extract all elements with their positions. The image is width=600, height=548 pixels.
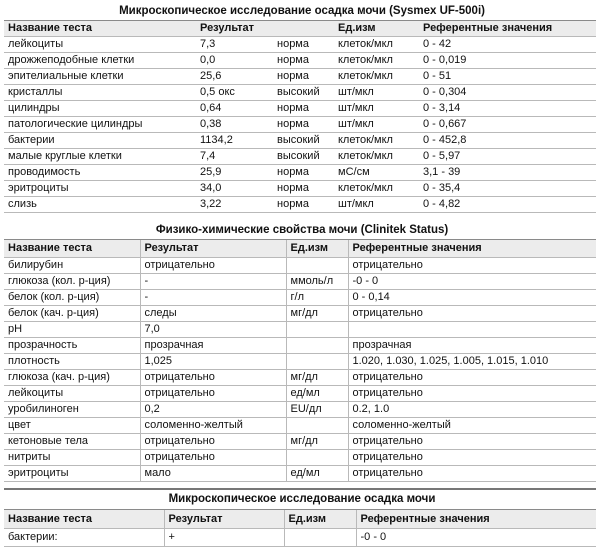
- cell-status: норма: [273, 165, 334, 181]
- cell-reference: 0.2, 1.0: [348, 402, 596, 418]
- header-unit: Ед.изм: [284, 510, 356, 529]
- table-row: [4, 306, 596, 322]
- cell-unit: мг/дл: [286, 434, 348, 450]
- cell-status: норма: [273, 197, 334, 213]
- cell-result: -: [140, 274, 286, 290]
- table-row: [4, 258, 596, 274]
- cell-status: норма: [273, 117, 334, 133]
- cell-status: высокий: [273, 133, 334, 149]
- cell-reference: 0 - 0,304: [419, 85, 596, 101]
- cell-test-name: кетоновые тела: [4, 434, 140, 450]
- cell-test-name: дрожжеподобные клетки: [4, 53, 196, 69]
- cell-test-name: кристаллы: [4, 85, 196, 101]
- cell-unit: [284, 529, 356, 547]
- section-title: Микроскопическое исследование осадка мочи (Sysmex UF-500i): [4, 2, 596, 21]
- table-row: [4, 37, 596, 53]
- cell-test-name: билирубин: [4, 258, 140, 274]
- table-row: [4, 133, 596, 149]
- cell-reference: прозрачная: [348, 338, 596, 354]
- cell-result: 7,0: [140, 322, 286, 338]
- table-row: [4, 529, 596, 547]
- cell-unit: мг/дл: [286, 306, 348, 322]
- cell-test-name: бактерии: [4, 133, 196, 149]
- table-row: [4, 434, 596, 450]
- cell-test-name: эритроциты: [4, 181, 196, 197]
- table-row: [4, 69, 596, 85]
- cell-unit: шт/мкл: [334, 117, 419, 133]
- cell-reference: 3,1 - 39: [419, 165, 596, 181]
- cell-status: норма: [273, 53, 334, 69]
- table-row: [4, 165, 596, 181]
- table-row: [4, 101, 596, 117]
- cell-reference: 0 - 452,8: [419, 133, 596, 149]
- cell-result: 3,22: [196, 197, 273, 213]
- cell-reference: 0 - 0,14: [348, 290, 596, 306]
- cell-test-name: прозрачность: [4, 338, 140, 354]
- cell-result: отрицательно: [140, 258, 286, 274]
- cell-status: норма: [273, 37, 334, 53]
- cell-status: высокий: [273, 85, 334, 101]
- cell-unit: шт/мкл: [334, 85, 419, 101]
- cell-test-name: бактерии:: [4, 529, 164, 547]
- cell-reference: соломенно-желтый: [348, 418, 596, 434]
- cell-unit: мС/см: [334, 165, 419, 181]
- cell-test-name: цвет: [4, 418, 140, 434]
- cell-unit: [286, 338, 348, 354]
- cell-unit: шт/мкл: [334, 101, 419, 117]
- microscopy-table: [4, 490, 596, 547]
- cell-result: соломенно-желтый: [140, 418, 286, 434]
- header-reference: Референтные значения: [419, 21, 596, 37]
- table-row: [4, 386, 596, 402]
- cell-test-name: патологические цилиндры: [4, 117, 196, 133]
- table-header: [4, 21, 596, 37]
- cell-result: отрицательно: [140, 386, 286, 402]
- cell-test-name: цилиндры: [4, 101, 196, 117]
- cell-reference: 0 - 0,019: [419, 53, 596, 69]
- cell-result: 7,3: [196, 37, 273, 53]
- section-title: Микроскопическое исследование осадка мочи: [4, 490, 596, 510]
- cell-result: отрицательно: [140, 450, 286, 466]
- cell-unit: клеток/мкл: [334, 37, 419, 53]
- sysmex-table: [4, 2, 596, 213]
- table-row: [4, 290, 596, 306]
- header-result: Результат: [164, 510, 284, 529]
- cell-result: следы: [140, 306, 286, 322]
- cell-test-name: эпителиальные клетки: [4, 69, 196, 85]
- cell-result: 0,5 окс: [196, 85, 273, 101]
- cell-unit: ед/мл: [286, 386, 348, 402]
- cell-test-name: лейкоциты: [4, 37, 196, 53]
- cell-reference: -0 - 0: [356, 529, 596, 547]
- cell-test-name: белок (кол. р-ция): [4, 290, 140, 306]
- cell-result: 25,9: [196, 165, 273, 181]
- section-title: Физико-химические свойства мочи (Clinitek Status): [4, 222, 596, 240]
- cell-reference: отрицательно: [348, 258, 596, 274]
- cell-reference: отрицательно: [348, 370, 596, 386]
- cell-test-name: pH: [4, 322, 140, 338]
- cell-result: +: [164, 529, 284, 547]
- cell-reference: 0 - 3,14: [419, 101, 596, 117]
- table-header: [4, 510, 596, 529]
- cell-result: 0,64: [196, 101, 273, 117]
- table-row: [4, 402, 596, 418]
- cell-unit: клеток/мкл: [334, 69, 419, 85]
- cell-reference: 0 - 5,97: [419, 149, 596, 165]
- cell-unit: [286, 258, 348, 274]
- cell-reference: 0 - 51: [419, 69, 596, 85]
- header-result: Результат: [140, 240, 286, 258]
- cell-unit: клеток/мкл: [334, 149, 419, 165]
- table-row: [4, 149, 596, 165]
- table-header: [4, 240, 596, 258]
- cell-result: 0,38: [196, 117, 273, 133]
- cell-test-name: плотность: [4, 354, 140, 370]
- cell-status: норма: [273, 101, 334, 117]
- cell-test-name: лейкоциты: [4, 386, 140, 402]
- table-row: [4, 370, 596, 386]
- header-reference: Референтные значения: [356, 510, 596, 529]
- cell-unit: ед/мл: [286, 466, 348, 482]
- header-status: [273, 21, 334, 37]
- table-row: [4, 466, 596, 482]
- cell-reference: -0 - 0: [348, 274, 596, 290]
- cell-test-name: глюкоза (кач. р-ция): [4, 370, 140, 386]
- table-row: [4, 197, 596, 213]
- header-reference: Референтные значения: [348, 240, 596, 258]
- header-test-name: Название теста: [4, 240, 140, 258]
- cell-unit: [286, 418, 348, 434]
- cell-test-name: нитриты: [4, 450, 140, 466]
- cell-unit: клеток/мкл: [334, 181, 419, 197]
- cell-unit: мг/дл: [286, 370, 348, 386]
- cell-reference: отрицательно: [348, 450, 596, 466]
- cell-reference: 0 - 4,82: [419, 197, 596, 213]
- cell-reference: отрицательно: [348, 306, 596, 322]
- cell-unit: [286, 322, 348, 338]
- cell-unit: ммоль/л: [286, 274, 348, 290]
- cell-reference: отрицательно: [348, 386, 596, 402]
- cell-unit: [286, 354, 348, 370]
- header-unit: Ед.изм: [286, 240, 348, 258]
- table-row: [4, 181, 596, 197]
- cell-test-name: уробилиноген: [4, 402, 140, 418]
- cell-test-name: эритроциты: [4, 466, 140, 482]
- cell-result: мало: [140, 466, 286, 482]
- header-test-name: Название теста: [4, 21, 196, 37]
- table-row: [4, 117, 596, 133]
- table-row: [4, 274, 596, 290]
- cell-result: 7,4: [196, 149, 273, 165]
- cell-reference: 0 - 35,4: [419, 181, 596, 197]
- table-row: [4, 53, 596, 69]
- header-result: Результат: [196, 21, 273, 37]
- cell-result: отрицательно: [140, 370, 286, 386]
- cell-unit: клеток/мкл: [334, 133, 419, 149]
- cell-test-name: белок (кач. р-ция): [4, 306, 140, 322]
- cell-status: норма: [273, 181, 334, 197]
- cell-result: 1134,2: [196, 133, 273, 149]
- cell-status: высокий: [273, 149, 334, 165]
- cell-result: отрицательно: [140, 434, 286, 450]
- header-unit: Ед.изм: [334, 21, 419, 37]
- cell-reference: отрицательно: [348, 434, 596, 450]
- cell-unit: клеток/мкл: [334, 53, 419, 69]
- cell-unit: EU/дл: [286, 402, 348, 418]
- header-test-name: Название теста: [4, 510, 164, 529]
- cell-result: 25,6: [196, 69, 273, 85]
- cell-test-name: проводимость: [4, 165, 196, 181]
- cell-test-name: глюкоза (кол. р-ция): [4, 274, 140, 290]
- cell-status: норма: [273, 69, 334, 85]
- table-row: [4, 354, 596, 370]
- cell-result: -: [140, 290, 286, 306]
- cell-result: 34,0: [196, 181, 273, 197]
- table-row: [4, 85, 596, 101]
- table-row: [4, 322, 596, 338]
- cell-test-name: малые круглые клетки: [4, 149, 196, 165]
- cell-unit: [286, 450, 348, 466]
- cell-reference: 1.020, 1.030, 1.025, 1.005, 1.015, 1.010: [348, 354, 596, 370]
- cell-result: прозрачная: [140, 338, 286, 354]
- cell-reference: [348, 322, 596, 338]
- cell-result: 0,2: [140, 402, 286, 418]
- cell-result: 0,0: [196, 53, 273, 69]
- cell-reference: 0 - 42: [419, 37, 596, 53]
- cell-test-name: слизь: [4, 197, 196, 213]
- table-row: [4, 450, 596, 466]
- cell-unit: шт/мкл: [334, 197, 419, 213]
- cell-unit: г/л: [286, 290, 348, 306]
- cell-reference: отрицательно: [348, 466, 596, 482]
- table-row: [4, 418, 596, 434]
- cell-result: 1,025: [140, 354, 286, 370]
- clinitek-table: [4, 222, 596, 482]
- cell-reference: 0 - 0,667: [419, 117, 596, 133]
- table-row: [4, 338, 596, 354]
